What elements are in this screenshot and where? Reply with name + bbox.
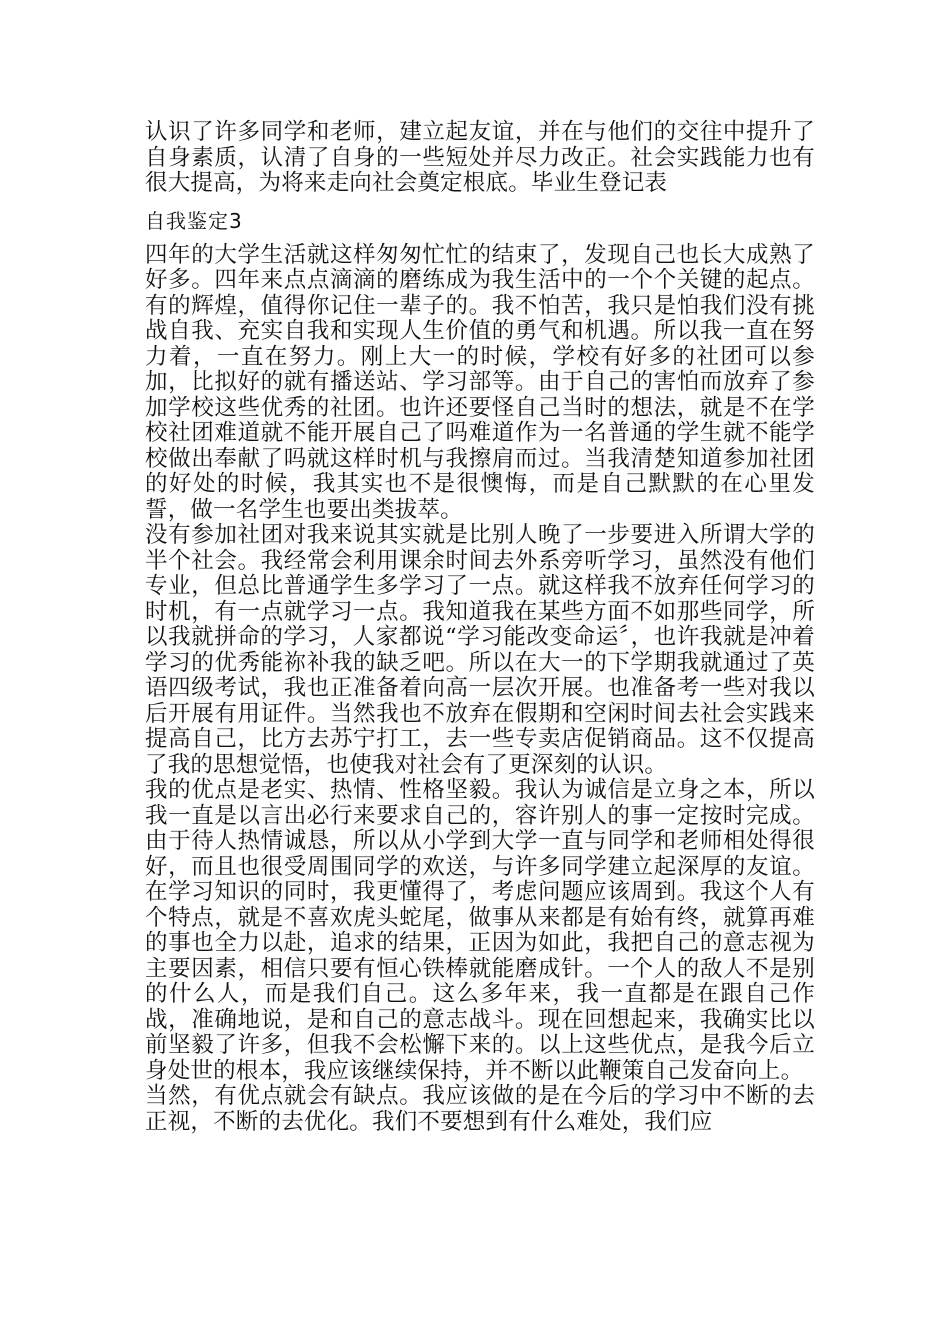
document-page xyxy=(145,120,815,1135)
body-paragraph-4: 当然，有优点就会有缺点。我应该做的是在今后的学习中不断的去正视，不断的去优化。我们不要想到有什么难处，我们应 xyxy=(145,1083,815,1135)
intro-paragraph: 认识了许多同学和老师，建立起友谊，并在与他们的交往中提升了自身素质，认清了自身的一些短处并尽力改正。社会实践能力也有很大提高，为将来走向社会奠定根底。毕业生登记表 xyxy=(145,119,815,196)
section-heading: 自我鉴定3 xyxy=(145,208,243,233)
body-paragraph-2: 没有参加社团对我来说其实就是比别人晚了一步要进入所谓大学的半个社会。我经常会利用课余时间去外系旁听学习，虽然没有他们专业，但总比普通学生多学习了一点。就这样我不放弃任何学习的时机，有一点就学习一点。我知道我在某些方面不如那些同学，所以我就拼命的学习，人家都说“学习能改变命运〞，也许我就是冲着学习的优秀能祢补我的缺乏吧。所以在大一的下学期我就通过了英语四级考试，我也正准备着向高一层次开展。也准备考一些对我以后开展有用证件。当然我也不放弃在假期和空闲时间去社会实践来提高自己，比方去苏宁打工，去一些专卖店促销商品。这不仅提高了我的思想觉悟，也使我对社会有了更深刻的认识。 xyxy=(145,522,815,778)
body-paragraph-1: 四年的大学生活就这样匆匆忙忙的结束了，发现自己也长大成熟了好多。四年来点点滴滴的磨练成为我生活中的一个个关键的起点。有的辉煌，值得你记住一辈子的。我不怕苦，我只是怕我们没有挑战自我、充实自我和实现人生价值的勇气和机遇。所以我一直在努力着，一直在努力。刚上大一的时候，学校有好多的社团可以参加，比拟好的就有播送站、学习部等。由于自己的害怕而放弃了参加学校这些优秀的社团。也许还要怪自己当时的想法，就是不在学校社团难道就不能开展自己了吗难道作为一名普通的学生就不能学校做出奉献了吗就这样时机与我擦肩而过。当我清楚知道参加社团的好处的时候，我其实也不是很懊悔，而是自己默默的在心里发誓，做一名学生也要出类拔萃。 xyxy=(145,241,815,523)
body-paragraph-3: 我的优点是老实、热情、性格坚毅。我认为诚信是立身之本，所以我一直是以言出必行来要求自己的，容许别人的事一定按时完成。由于待人热情诚恳，所以从小学到大学一直与同学和老师相处得很好，而且也很受周围同学的欢送，与许多同学建立起深厚的友谊。在学习知识的同时，我更懂得了，考虑问题应该周到。我这个人有个特点，就是不喜欢虎头蛇尾，做事从来都是有始有终，就算再难的事也全力以赴，追求的结果，正因为如此，我把自己的意志视为主要因素，相信只要有恒心铁棒就能磨成针。一个人的敌人不是别的什么人，而是我们自己。这么多年来，我一直都是在跟自己作战，准确地说，是和自己的意志战斗。现在回想起来，我确实比以前坚毅了许多，但我不会松懈下来的。以上这些优点，是我今后立身处世的根本，我应该继续保持，并不断以此鞭策自己发奋向上。 xyxy=(145,777,815,1084)
